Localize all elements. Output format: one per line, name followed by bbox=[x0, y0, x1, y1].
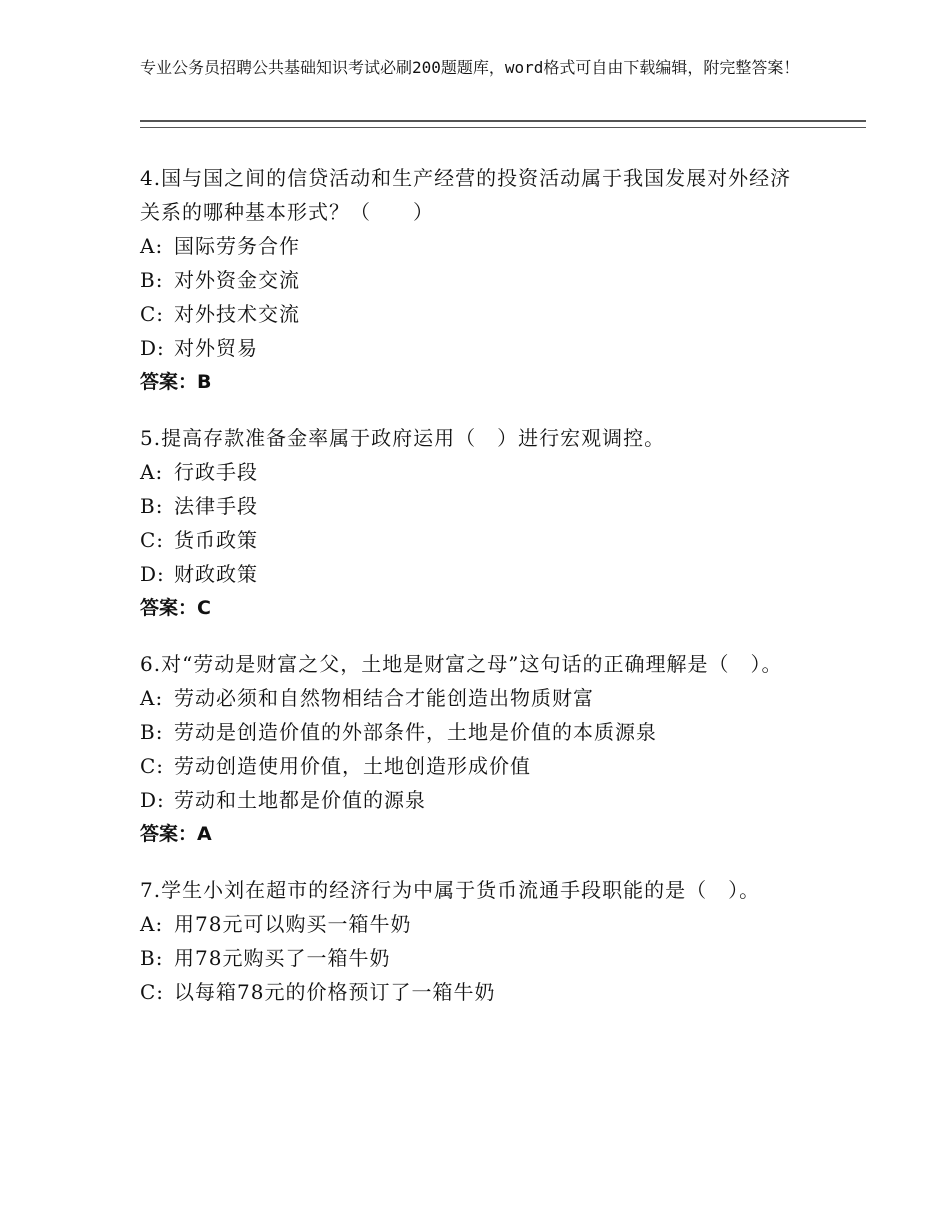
option-b bbox=[140, 715, 840, 749]
option-letter: B: bbox=[140, 946, 164, 970]
option-b bbox=[140, 941, 840, 975]
question-stem: 4.国与国之间的信贷活动和生产经营的投资活动属于我国发展对外经济关系的哪种基本形式？（ ） bbox=[140, 166, 792, 224]
option-letter: D: bbox=[140, 788, 165, 812]
option-b bbox=[140, 263, 840, 297]
question-6 bbox=[140, 647, 840, 851]
option-text: 用78元购买了一箱牛奶 bbox=[174, 946, 391, 970]
option-text: 国际劳务合作 bbox=[174, 234, 300, 258]
option-letter: B: bbox=[140, 268, 164, 292]
option-a bbox=[140, 229, 840, 263]
question-4 bbox=[140, 161, 840, 399]
question-7 bbox=[140, 873, 840, 1009]
option-text: 对外资金交流 bbox=[174, 268, 300, 292]
option-letter: A: bbox=[140, 234, 164, 258]
option-letter: D: bbox=[140, 336, 165, 360]
header-text: 专业公务员招聘公共基础知识考试必刷200题题库，word格式可自由下载编辑，附完整答案！ bbox=[140, 58, 800, 77]
option-text: 财政政策 bbox=[174, 562, 258, 586]
option-d bbox=[140, 557, 840, 591]
option-text: 对外贸易 bbox=[174, 336, 258, 360]
question-stem: 6.对“劳动是财富之父，土地是财富之母”这句话的正确理解是（ ）。 bbox=[140, 652, 783, 676]
option-text: 对外技术交流 bbox=[174, 302, 300, 326]
option-letter: D: bbox=[140, 562, 165, 586]
option-text: 劳动和土地都是价值的源泉 bbox=[174, 788, 426, 812]
header-divider bbox=[140, 120, 866, 128]
answer-label: 答案：B bbox=[140, 371, 212, 393]
option-letter: B: bbox=[140, 720, 164, 744]
question-5 bbox=[140, 421, 840, 625]
option-letter: A: bbox=[140, 686, 164, 710]
option-d bbox=[140, 331, 840, 365]
option-text: 劳动创造使用价值，土地创造形成价值 bbox=[174, 754, 531, 778]
option-letter: C: bbox=[140, 528, 165, 552]
option-c bbox=[140, 749, 840, 783]
question-list bbox=[140, 161, 840, 1031]
option-letter: A: bbox=[140, 912, 164, 936]
document-header bbox=[140, 57, 840, 79]
option-letter: C: bbox=[140, 754, 165, 778]
question-stem: 7.学生小刘在超市的经济行为中属于货币流通手段职能的是（ ）。 bbox=[140, 878, 761, 902]
option-c bbox=[140, 975, 840, 1009]
option-a bbox=[140, 907, 840, 941]
option-text: 以每箱78元的价格预订了一箱牛奶 bbox=[174, 980, 496, 1004]
option-c bbox=[140, 297, 840, 331]
question-stem: 5.提高存款准备金率属于政府运用（ ）进行宏观调控。 bbox=[140, 426, 666, 450]
answer-label: 答案：A bbox=[140, 823, 212, 845]
option-text: 货币政策 bbox=[174, 528, 258, 552]
option-text: 法律手段 bbox=[174, 494, 258, 518]
option-b bbox=[140, 489, 840, 523]
answer-label: 答案：C bbox=[140, 597, 211, 619]
option-letter: C: bbox=[140, 302, 165, 326]
option-letter: B: bbox=[140, 494, 164, 518]
option-a bbox=[140, 681, 840, 715]
option-text: 用78元可以购买一箱牛奶 bbox=[174, 912, 412, 936]
option-d bbox=[140, 783, 840, 817]
option-a bbox=[140, 455, 840, 489]
option-c bbox=[140, 523, 840, 557]
option-text: 劳动必须和自然物相结合才能创造出物质财富 bbox=[174, 686, 594, 710]
option-letter: A: bbox=[140, 460, 164, 484]
option-letter: C: bbox=[140, 980, 165, 1004]
option-text: 劳动是创造价值的外部条件，土地是价值的本质源泉 bbox=[174, 720, 657, 744]
option-text: 行政手段 bbox=[174, 460, 258, 484]
